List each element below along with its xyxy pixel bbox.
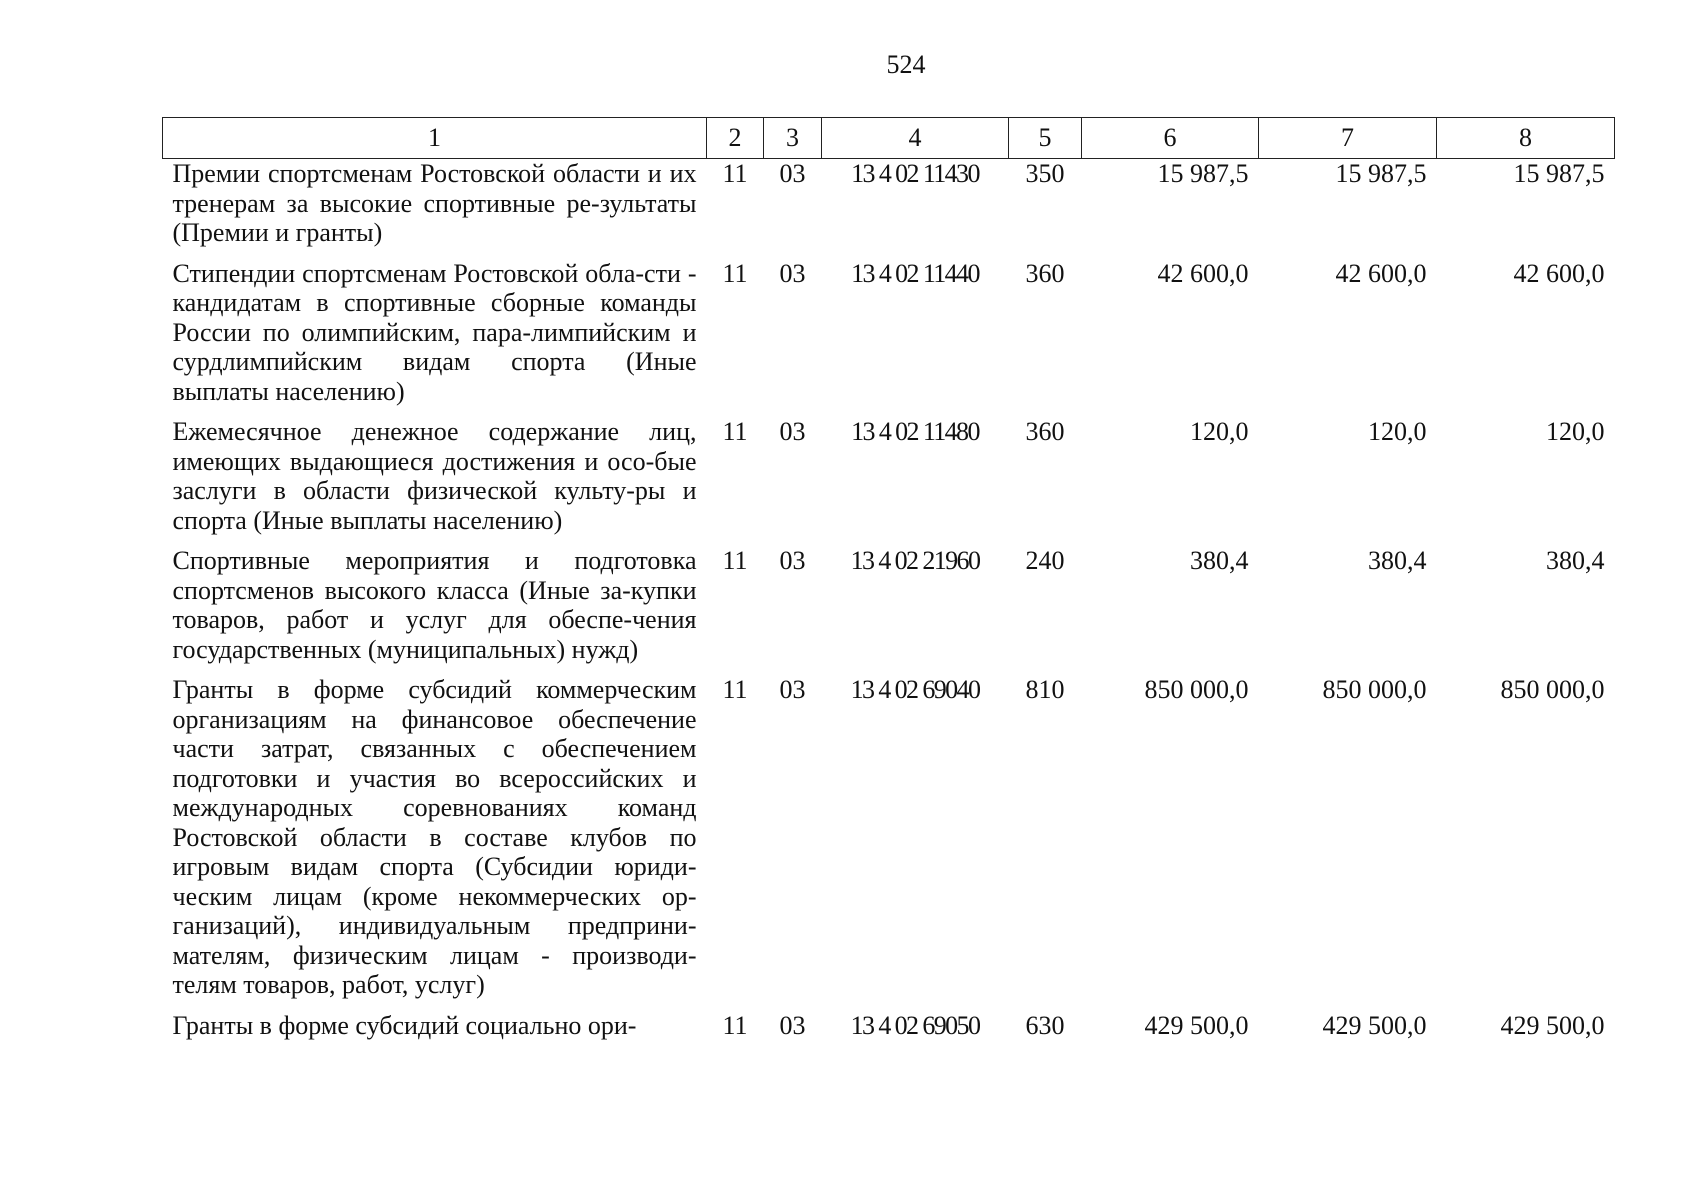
row-section: 11 <box>722 417 748 446</box>
row-subsection: 03 <box>779 258 806 288</box>
row-subsection: 03 <box>779 546 806 575</box>
row-subsection: 03 <box>779 159 806 188</box>
column-header-7: 7 <box>1259 118 1437 159</box>
row-target-article: 13 4 02 69050 <box>850 1010 980 1040</box>
row-amount-3: 850 000,0 <box>1500 675 1605 704</box>
row-amount-1: 42 600,0 <box>1157 258 1249 288</box>
row-subsection: 03 <box>779 1010 806 1040</box>
row-description: Ежемесячное денежное содержание лиц, имеющих выдающиеся достижения и осо-бые заслуги в области физической культу-ры и спорта (Иные выплаты населению) <box>172 417 697 535</box>
column-header-6: 6 <box>1082 118 1259 159</box>
column-header-3: 3 <box>764 118 822 159</box>
column-header-1: 1 <box>163 118 707 159</box>
table-body <box>163 159 1615 1052</box>
row-expense-type: 360 <box>1025 417 1065 446</box>
row-section: 11 <box>722 159 748 188</box>
column-header-5: 5 <box>1009 118 1082 159</box>
row-amount-1: 380,4 <box>1190 546 1249 575</box>
row-expense-type: 240 <box>1025 546 1065 575</box>
row-section: 11 <box>722 1010 748 1040</box>
row-section: 11 <box>722 675 748 704</box>
row-amount-1: 850 000,0 <box>1144 675 1249 704</box>
row-description: Стипендии спортсменам Ростовской обла-сти - кандидатам в спортивные сборные команды России по олимпийским, пара-лимпийским и сурдлимпийским видам спорта (Иные выплаты населению) <box>172 258 697 406</box>
row-amount-1: 120,0 <box>1190 417 1249 446</box>
row-description: Спортивные мероприятия и подготовка спортсменов высокого класса (Иные за-купки товаров, работ и услуг для обеспе-чения государственных (муниципальных) нужд) <box>172 546 697 664</box>
row-expense-type: 810 <box>1025 675 1065 704</box>
table-row <box>163 417 1615 546</box>
row-amount-2: 15 987,5 <box>1335 159 1427 188</box>
row-amount-3: 42 600,0 <box>1513 258 1605 288</box>
row-description: Гранты в форме субсидий социально ори- <box>172 1010 637 1040</box>
table-row <box>163 159 1615 259</box>
row-expense-type: 350 <box>1025 159 1065 188</box>
column-header-8: 8 <box>1437 118 1615 159</box>
table-row <box>163 259 1615 418</box>
row-amount-2: 120,0 <box>1368 417 1427 446</box>
table-row <box>163 546 1615 675</box>
row-amount-1: 15 987,5 <box>1157 159 1249 188</box>
row-amount-3: 120,0 <box>1546 417 1605 446</box>
column-header-4: 4 <box>822 118 1009 159</box>
row-amount-1: 429 500,0 <box>1144 1010 1249 1040</box>
row-expense-type: 360 <box>1025 258 1065 288</box>
row-target-article: 13 4 02 11440 <box>851 258 979 288</box>
row-amount-2: 429 500,0 <box>1322 1010 1427 1040</box>
header-row <box>163 118 1615 159</box>
row-amount-3: 429 500,0 <box>1500 1010 1605 1040</box>
table-row <box>163 1011 1615 1052</box>
row-section: 11 <box>722 546 748 575</box>
row-amount-2: 380,4 <box>1368 546 1427 575</box>
row-description: Гранты в форме субсидий коммерческим организациям на финансовое обеспечение части затрат, связанных с обеспечением подготовки и участия во всероссийских и международных соревнованиях команд Ростовской области в составе клубов по игровым видам спорта (Субсидии юриди-ческим лицам (кроме некоммерческих ор-ганизаций), индивидуальным предприни-мателям, физическим лицам - производи-телям товаров, работ, услуг) <box>172 675 697 999</box>
row-expense-type: 630 <box>1025 1010 1065 1040</box>
row-subsection: 03 <box>779 675 806 704</box>
row-target-article: 13 4 02 11480 <box>851 417 979 446</box>
page-number: 524 <box>886 50 926 79</box>
row-section: 11 <box>722 258 748 288</box>
row-target-article: 13 4 02 21960 <box>850 546 980 575</box>
row-amount-3: 380,4 <box>1546 546 1605 575</box>
table-header <box>163 118 1615 159</box>
row-description: Премии спортсменам Ростовской области и их тренерам за высокие спортивные ре-зультаты (Премии и гранты) <box>172 159 697 247</box>
table-row <box>163 675 1615 1011</box>
column-header-2: 2 <box>707 118 764 159</box>
row-target-article: 13 4 02 11430 <box>851 159 979 188</box>
row-amount-2: 850 000,0 <box>1322 675 1427 704</box>
row-target-article: 13 4 02 69040 <box>850 675 980 704</box>
row-amount-2: 42 600,0 <box>1335 258 1427 288</box>
row-subsection: 03 <box>779 417 806 446</box>
budget-table <box>162 117 1615 1051</box>
row-amount-3: 15 987,5 <box>1513 159 1605 188</box>
